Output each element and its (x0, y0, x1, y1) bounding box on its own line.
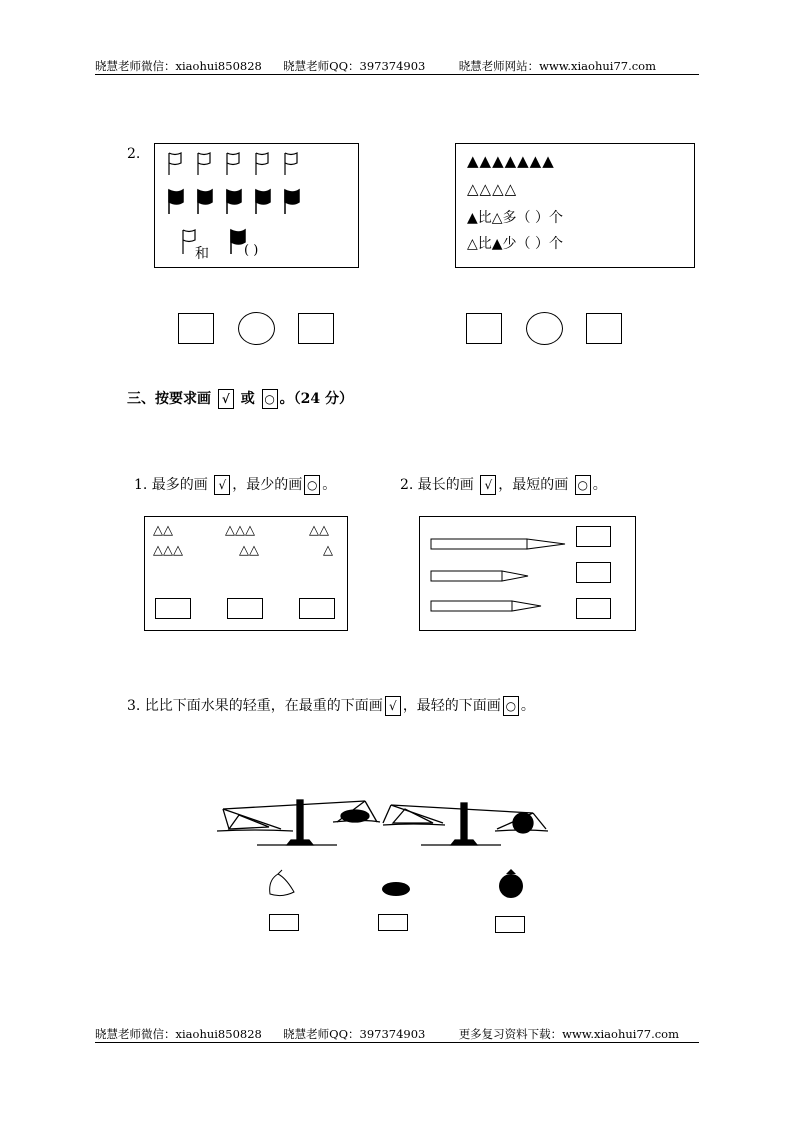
answer-square-right-1[interactable] (466, 313, 502, 344)
filled-flags-row (169, 190, 299, 214)
fruit-light (270, 870, 294, 896)
footer-rule (95, 1042, 699, 1043)
pencil-medium (431, 601, 541, 611)
header (95, 58, 656, 74)
outline-flag-small (183, 230, 195, 254)
group2-row2: △△ (239, 543, 259, 558)
group2-row1: △△△ (225, 523, 255, 538)
sub1-circle-box: ○ (304, 475, 320, 495)
answer-square-left-2[interactable] (298, 313, 334, 344)
fruit-light-answer-box[interactable] (269, 914, 299, 931)
balance-scale-left (217, 800, 380, 845)
header-site: 晓慧老师网站：www.xiaohui77.com (458, 59, 657, 73)
group1-row1: △△ (153, 523, 173, 538)
sub3-text-mid: ，最轻的下面画 (402, 698, 501, 714)
header-qq: 晓慧老师QQ：397374903 (283, 59, 426, 73)
answer-square-left-1[interactable] (178, 313, 214, 344)
filled-triangles: ▲▲▲▲▲▲▲ (467, 152, 555, 170)
sub2-check-box: √ (480, 475, 496, 495)
group3-row2: △ (323, 543, 333, 558)
pencil-medium-answer-box[interactable] (576, 598, 611, 619)
filled-flag-small (231, 230, 245, 254)
compare-more: ▲比△多（ ）个 (467, 210, 563, 226)
sub3-check-box: √ (385, 696, 401, 716)
compare-less: △比▲少（ ）个 (467, 236, 563, 252)
flags-blank: ( ) (244, 243, 259, 258)
sub1-text-mid: ，最少的画 (232, 477, 303, 493)
group2-answer-box[interactable] (227, 598, 263, 619)
sub2-text-mid: ，最短的画 (498, 477, 569, 493)
answer-circle-left[interactable] (238, 312, 275, 345)
sub2-text-end: 。 (592, 477, 607, 493)
outline-flags-row (169, 153, 297, 175)
sub1-check-box: √ (214, 475, 230, 495)
pencil-short (431, 571, 528, 581)
section3-or: 或 (240, 391, 255, 407)
check-mark-box: √ (218, 389, 234, 409)
balance-scale-right (383, 803, 548, 845)
sub3-text-end: 。 (520, 698, 535, 714)
sub1-text-before: 1. 最多的画 (134, 477, 208, 493)
fruit-medium (382, 882, 410, 896)
pencil-long (431, 539, 565, 549)
sub3-circle-box: ○ (503, 696, 519, 716)
fruit-heavy-answer-box[interactable] (495, 916, 525, 933)
footer (95, 1026, 679, 1042)
hollow-triangles: △△△△ (467, 180, 518, 198)
sub3-text-before: 3. 比比下面水果的轻重，在最重的下面画 (127, 698, 383, 714)
section3-title-suffix: 。（24 分） (279, 391, 353, 407)
footer-qq: 晓慧老师QQ：397374903 (283, 1027, 426, 1041)
pencil-short-answer-box[interactable] (576, 562, 611, 583)
section3-title-prefix: 三、按要求画 (127, 391, 211, 407)
sub2-text-before: 2. 最长的画 (400, 477, 474, 493)
fruit-medium-answer-box[interactable] (378, 914, 408, 931)
answer-circle-right[interactable] (526, 312, 563, 345)
header-rule (95, 74, 699, 75)
pencil-long-answer-box[interactable] (576, 526, 611, 547)
section3-title (127, 388, 353, 409)
balance-scales-figure (215, 795, 555, 855)
q2-number: 2. (127, 146, 141, 162)
footer-wechat: 晓慧老师微信：xiaohui850828 (95, 1027, 262, 1041)
circle-mark-box: ○ (262, 389, 278, 409)
group1-row2: △△△ (153, 543, 183, 558)
sub2-instruction (400, 474, 607, 495)
fruit-heavy (499, 869, 523, 898)
footer-download: 更多复习资料下载：www.xiaohui77.com (458, 1027, 680, 1041)
sub1-text-end: 。 (322, 477, 337, 493)
sub2-circle-box: ○ (575, 475, 591, 495)
fruits-row (266, 868, 536, 902)
flags-and: 和 (195, 246, 209, 262)
header-wechat: 晓慧老师微信：xiaohui850828 (95, 59, 262, 73)
sub1-instruction (134, 474, 336, 495)
answer-square-right-2[interactable] (586, 313, 622, 344)
group3-row1: △△ (309, 523, 329, 538)
group1-answer-box[interactable] (155, 598, 191, 619)
sub3-instruction (127, 695, 535, 716)
group3-answer-box[interactable] (299, 598, 335, 619)
